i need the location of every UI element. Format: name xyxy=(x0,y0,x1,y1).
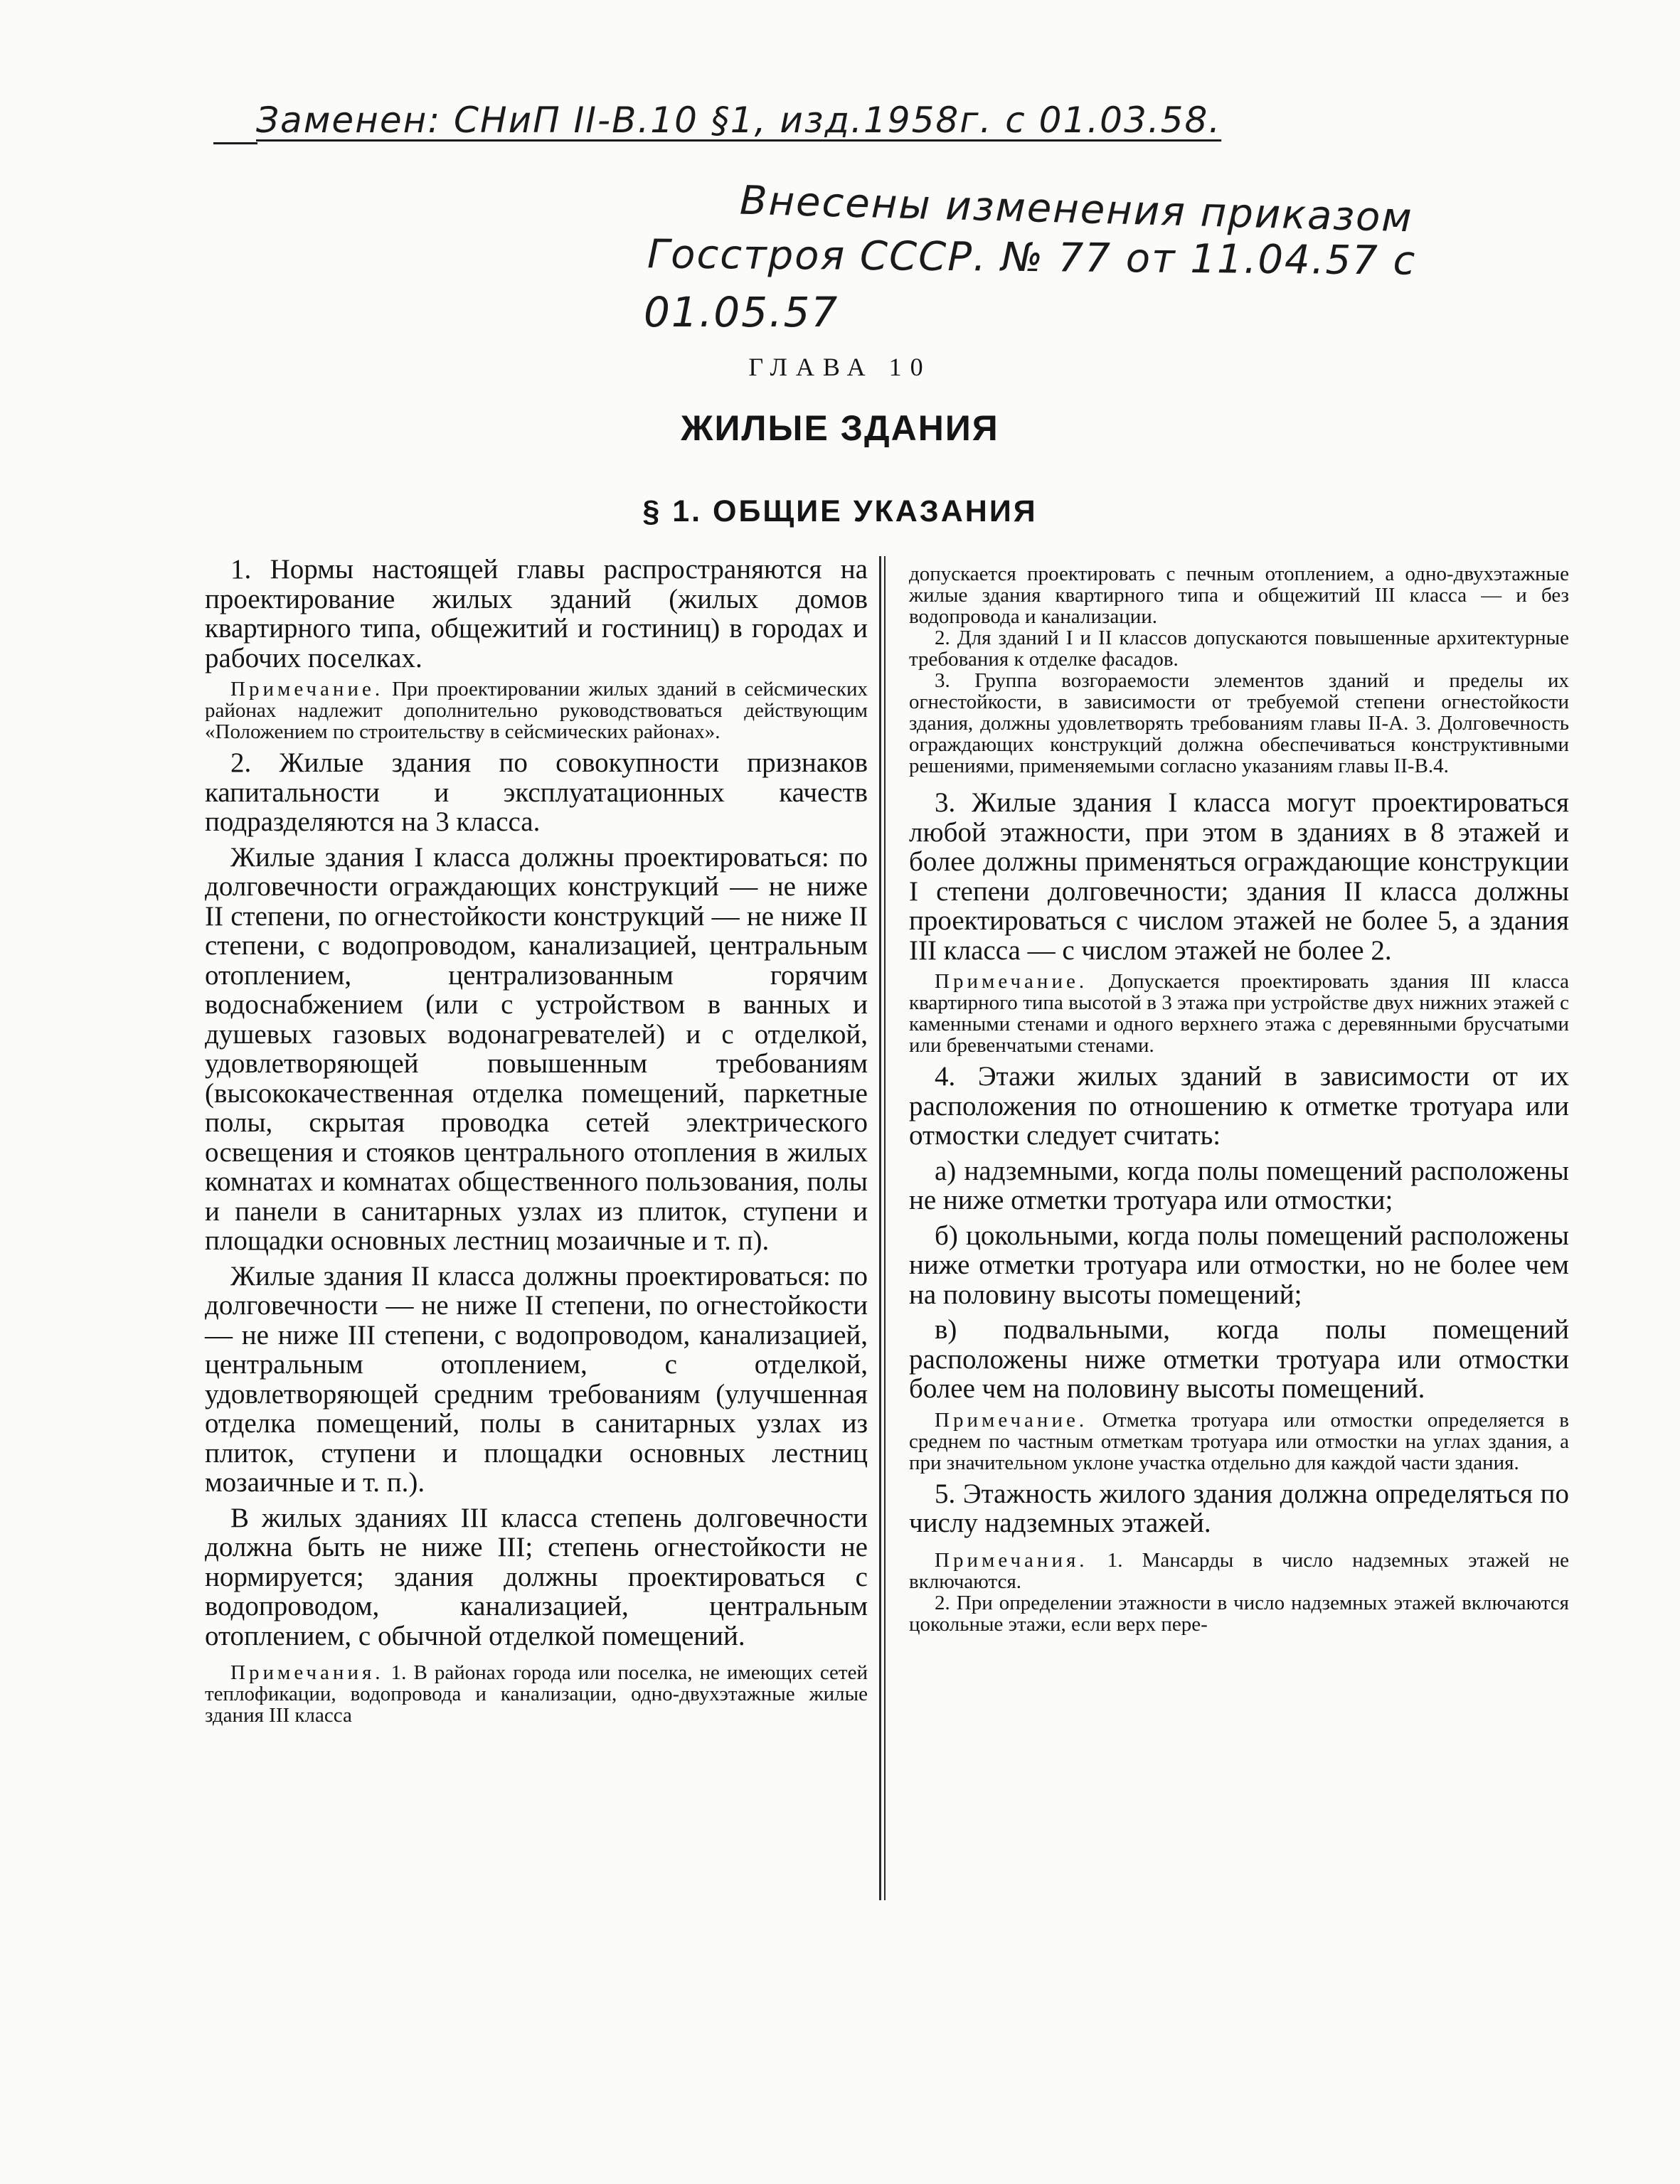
paragraph-class-1: Жилые здания I класса должны проектироваться: по долговечности ограждающих конструкций — не ниже II степени, по огнестойкости конструкций — не ниже II степени, с водопроводом, канализацией, центральным отоплением, централизованным горячим водоснабжением (или с устройством в ванных и душевых газовых водонагревателей) и с отделкой, удовлетворяющей повышенным требованиям (высококачественная отделка помещений, паркетные полы, скрытая проводка сетей электрического освещения и стояков центрального отопления в жилых комнатах и комнатах общественного пользования, полы и панели в санитарных узлах из плиток, ступени и площадки основных лестниц мозаичные и т. п). xyxy=(205,841,868,1256)
note-label: Примечание. xyxy=(230,678,384,701)
paragraph-class-3: В жилых зданиях III класса степень долговечности должна быть не ниже III; степень огнестойкости не нормируется; здания должны проектироваться с водопроводом, канализацией, центральным отоплением, с обычной отделкой помещений. xyxy=(205,1502,868,1651)
note-item-3: 3. Группа возгораемости элементов зданий и пределы их огнестойкости, в зависимости от требуемой степени огнестойкости здания, должны удовлетворять требованиям главы II-А. 3. Долговечность ограждающих конструкций должна обеспечиваться конструктивными решениями, применяемыми согласно указаниям главы II-В.4. xyxy=(909,669,1569,777)
note-text: Допускается проектировать здания III класса квартирного типа высотой в 3 этажа при устройстве двух нижних этажей с каменными стенами и одного верхнего этажа с деревянными брусчатыми или бревенчатыми стенами. xyxy=(909,970,1569,1057)
paragraph-4b: б) цокольными, когда полы помещений расположены ниже отметки тротуара или отмостки, но не более чем на половину высоты помещений; xyxy=(909,1220,1569,1310)
handwritten-amendment-line2: Госстроя СССР. № 77 от 11.04.57 с xyxy=(647,231,1417,284)
handwritten-amendment-line3: 01.05.57 xyxy=(644,288,839,336)
note-4 xyxy=(909,1410,1569,1474)
notes-5 xyxy=(909,1550,1569,1592)
note-item-2: 2. Для зданий I и II классов допускаются повышенные архитектурные требования к отделке фасадов. xyxy=(909,627,1569,671)
note-text: Отметка тротуара или отмостки определяется в среднем по частным отметкам тротуара или отмостки на углах здания, а при значительном уклоне участка отдельно для каждой части здания. xyxy=(909,1408,1569,1474)
paragraph-5: 5. Этажность жилого здания должна определяться по числу надземных этажей. xyxy=(909,1478,1569,1538)
paragraph-class-2: Жилые здания II класса должны проектироваться: по долговечности — не ниже II степени, по огнестойкости — не ниже III степени, с водопроводом, канализацией, центральным отоплением, с отделкой, удовлетворяющей средним требованиям (улучшенная отделка помещений, полы в санитарных узлах из плиток, ступени и площадки основных лестниц мозаичные и т. п.). xyxy=(205,1260,868,1498)
note-3 xyxy=(909,971,1569,1056)
paragraph-4c: в) подвальными, когда полы помещений расположены ниже отметки тротуара или отмостки более чем на половину высоты помещений. xyxy=(909,1314,1569,1404)
note-text: При проектировании жилых зданий в сейсмических районах надлежит дополнительно руководствоваться действующим «Положением по строительству в сейсмических районах». xyxy=(205,678,868,743)
paragraph-4a: а) надземными, когда полы помещений расположены не ниже отметки тротуара или отмостки; xyxy=(909,1155,1569,1215)
note-1 xyxy=(205,678,868,742)
notes-label: Примечания. xyxy=(230,1661,384,1684)
paragraph-2: 2. Жилые здания по совокупности признаков капитальности и эксплуатационных качеств подразделяются на 3 класса. xyxy=(205,747,868,837)
notes-2 xyxy=(205,1662,868,1726)
notes-text: 1. В районах города или поселка, не имеющих сетей теплофикации, водопровода и канализации, одно-двухэтажные жилые здания III класса xyxy=(205,1661,868,1727)
paragraph-1: 1. Нормы настоящей главы распространяются на проектирование жилых зданий (жилых домов квартирного типа, общежитий и гостиниц) в городах и рабочих поселках. xyxy=(205,554,868,673)
note-label: Примечание. xyxy=(935,1408,1088,1432)
left-column xyxy=(205,555,868,1726)
chapter-title: ЖИЛЫЕ ЗДАНИЯ xyxy=(681,408,999,448)
right-column xyxy=(909,563,1569,1635)
notes-5-item-2: 2. При определении этажности в число надземных этажей включаются цокольные этажи, если верх пере- xyxy=(909,1591,1569,1636)
paragraph-3: 3. Жилые здания I класса могут проектироваться любой этажности, при этом в зданиях в 8 этажей и более должны применяться ограждающие конструкции I степени долговечности; здания II класса должны проектироваться с числом этажей не более 5, а здания III класса — с числом этажей не более 2. xyxy=(909,787,1569,966)
note-continuation: допускается проектировать с печным отоплением, а одно-двухэтажные жилые здания квартирного типа и общежитий III класса — и без водопровода и канализации. xyxy=(909,563,1569,628)
handwritten-amendment-line1: Внесены изменения приказом xyxy=(739,177,1414,242)
note-label: Примечание. xyxy=(935,970,1088,993)
paragraph-4: 4. Этажи жилых зданий в зависимости от их расположения по отношению к отметке тротуара или отмостки следует считать: xyxy=(909,1061,1569,1151)
chapter-heading: ГЛАВА 10 xyxy=(748,353,932,381)
column-divider-second-line xyxy=(884,556,886,1900)
notes-text: 1. Мансарды в число надземных этажей не включаются. xyxy=(909,1548,1569,1593)
handwritten-underline-lead xyxy=(213,142,257,144)
handwritten-replacement-note: Заменен: СНиП II-В.10 §1, изд.1958г. с 01.03.58. xyxy=(256,100,1222,141)
column-divider xyxy=(879,556,881,1900)
notes-label: Примечания. xyxy=(935,1548,1088,1572)
section-heading: § 1. ОБЩИЕ УКАЗАНИЯ xyxy=(642,494,1038,528)
